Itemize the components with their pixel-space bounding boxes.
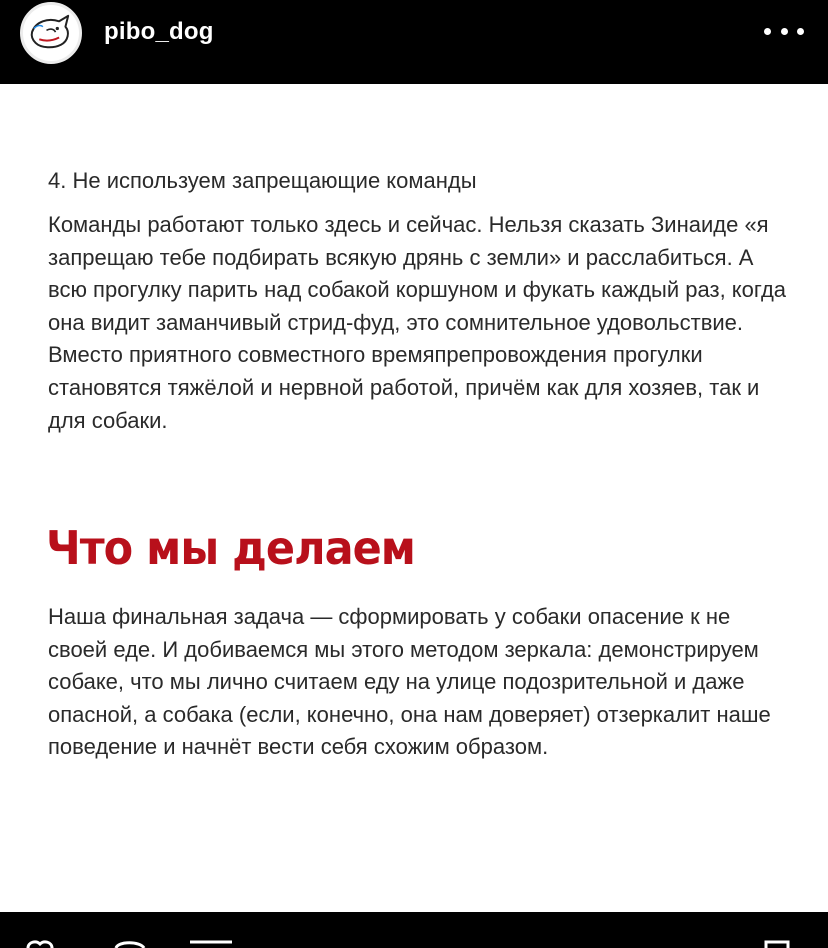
comment-icon[interactable] (110, 938, 154, 948)
post-image (0, 84, 828, 912)
heart-icon[interactable] (24, 938, 68, 948)
action-bar (0, 912, 828, 943)
dog-logo-icon (23, 5, 79, 61)
username[interactable]: pibo_dog (104, 18, 214, 45)
more-dots-icon (797, 28, 804, 35)
share-icon[interactable] (188, 938, 236, 948)
more-dots-icon (764, 28, 771, 35)
more-options-button[interactable] (764, 16, 804, 46)
more-dots-icon (781, 28, 788, 35)
post-paragraph-2: Наша финальная задача — сформировать у собаки опасение к не своей еде. И добиваемся мы этого методом зеркала: демонстрируем собаке, что мы лично считаем еду на улице подозрительной и даже опасной, а собака (если, конечно, она нам доверяет) отзеркалит наше поведение и начнёт вести себя схожим образом. (48, 604, 771, 760)
post-heading: 4. Не используем запрещающие команды (48, 168, 477, 193)
post-header (0, 0, 828, 84)
bookmark-icon[interactable] (762, 938, 792, 948)
avatar[interactable] (20, 2, 82, 64)
post-paragraph-1: Команды работают только здесь и сейчас. Нельзя сказать Зинаиде «я запрещаю тебе подбирать всякую дрянь с земли» и расслабиться. А всю прогулку парить над собакой коршуном и фукать каждый раз, когда она видит заманчивый стрид-фуд, это сомнительное удовольствие. Вместо приятного совместного времяпрепровождения прогулки становятся тяжёлой и нервной работой, причём как для хозяев, так и для собаки. (48, 212, 787, 433)
section-title: Что мы делаем (46, 522, 415, 576)
